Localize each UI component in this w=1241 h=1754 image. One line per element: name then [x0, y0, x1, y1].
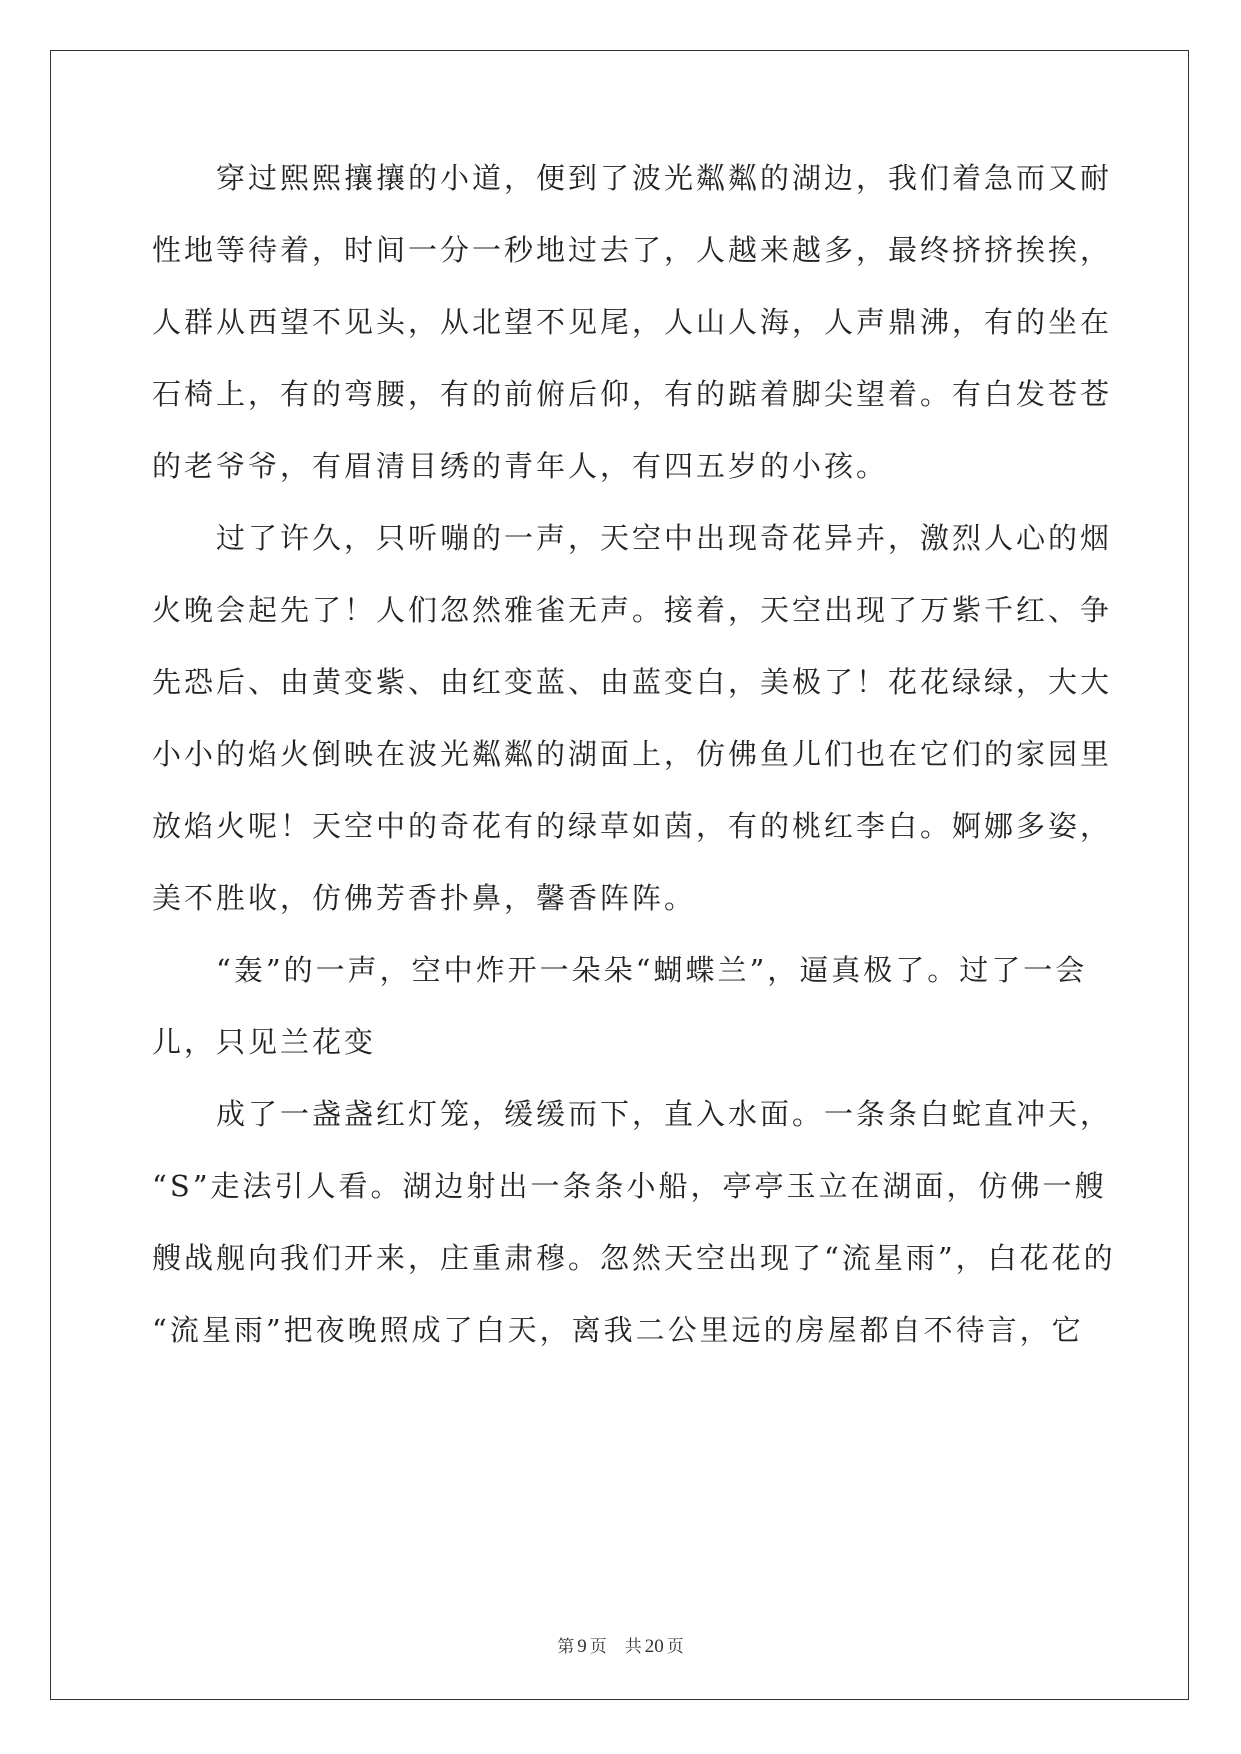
text-line: 小小的焰火倒映在波光粼粼的湖面上，仿佛鱼儿们也在它们的家园里 — [152, 737, 1113, 771]
text-line: 美不胜收，仿佛芳香扑鼻，馨香阵阵。 — [152, 881, 697, 915]
text-line: 儿，只见兰花变 — [152, 1025, 377, 1059]
text-line: 的老爷爷，有眉清目绣的青年人，有四五岁的小孩。 — [152, 449, 889, 483]
total-suffix: 页 — [666, 1637, 684, 1657]
text-line: 性地等待着，时间一分一秒地过去了，人越来越多，最终挤挤挨挨， — [152, 233, 1113, 267]
text-line: 石椅上，有的弯腰，有的前俯后仰，有的踮着脚尖望着。有白发苍苍 — [152, 377, 1113, 411]
page-border — [50, 50, 1189, 1700]
page-footer — [0, 1632, 1241, 1658]
text-line: 放焰火呢！天空中的奇花有的绿草如茵，有的桃红李白。婀娜多姿， — [152, 809, 1113, 843]
total-pages: 20 — [644, 1636, 664, 1657]
page-number: 9 — [577, 1636, 587, 1657]
text-line: “轰”的一声，空中炸开一朵朵“蝴蝶兰”，逼真极了。过了一会 — [152, 953, 1088, 987]
page-prefix: 第 — [557, 1637, 575, 1657]
text-line: 成了一盏盏红灯笼，缓缓而下，直入水面。一条条白蛇直冲天， — [152, 1097, 1113, 1131]
page-suffix: 页 — [589, 1637, 607, 1657]
text-line: “S”走法引人看。湖边射出一条条小船，亭亭玉立在湖面，仿佛一艘 — [152, 1169, 1107, 1203]
text-line: 先恐后、由黄变紫、由红变蓝、由蓝变白，美极了！花花绿绿，大大 — [152, 665, 1113, 699]
text-line: 艘战舰向我们开来，庄重肃穆。忽然天空出现了“流星雨”，白花花的 — [152, 1241, 1116, 1275]
text-line: 过了许久，只听嘣的一声，天空中出现奇花异卉，激烈人心的烟 — [152, 521, 1113, 555]
text-line: “流星雨”把夜晚照成了白天，离我二公里远的房屋都自不待言，它 — [152, 1313, 1084, 1347]
text-line: 穿过熙熙攘攘的小道，便到了波光粼粼的湖边，我们着急而又耐 — [152, 161, 1113, 195]
text-line: 火晚会起先了！人们忽然雅雀无声。接着，天空出现了万紫千红、争 — [152, 593, 1113, 627]
text-line: 人群从西望不见头，从北望不见尾，人山人海，人声鼎沸，有的坐在 — [152, 305, 1113, 339]
total-prefix: 共 — [624, 1637, 642, 1657]
